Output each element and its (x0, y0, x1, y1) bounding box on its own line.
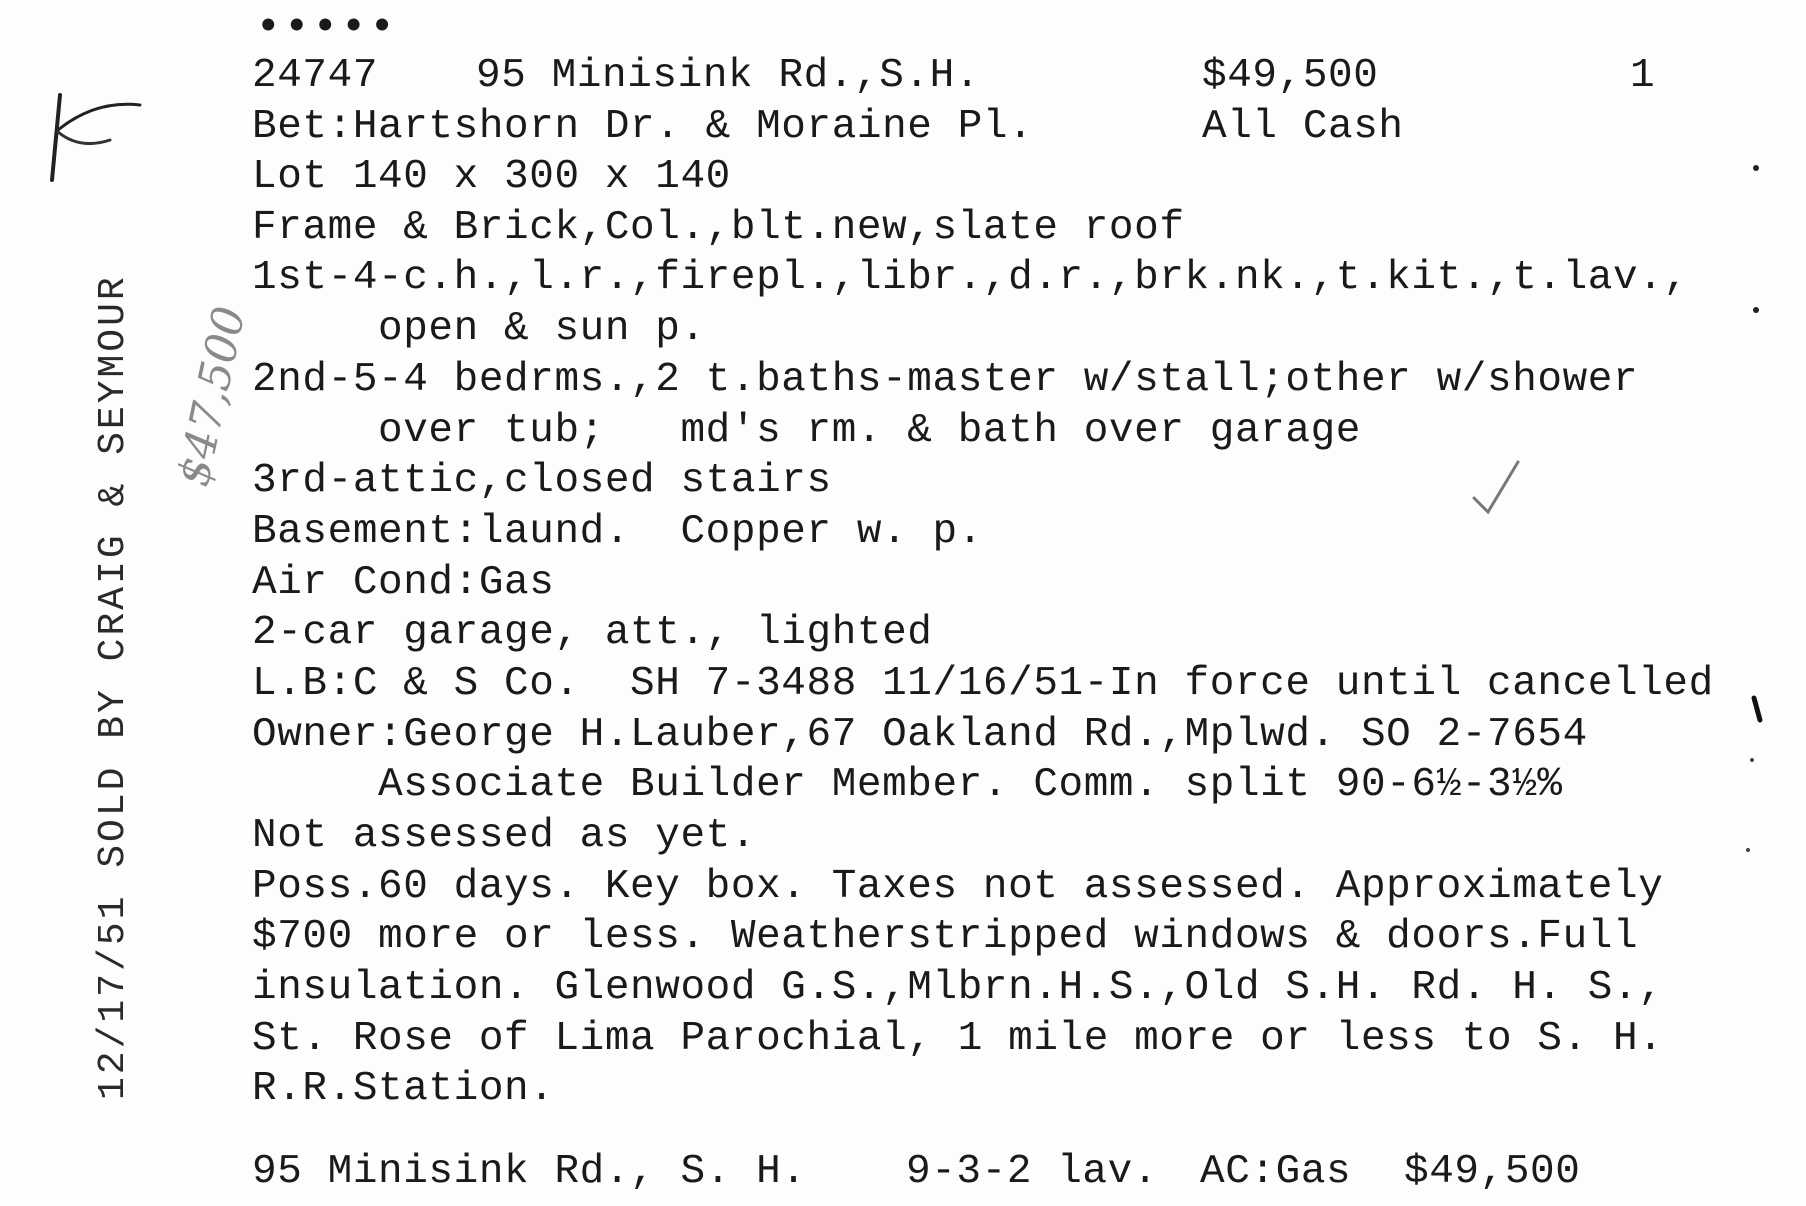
body-line: Owner:George H.Lauber,67 Oakland Rd.,Mplwd. SO 2-7654 (252, 712, 1588, 758)
margin-speck (1750, 758, 1754, 762)
check-mark-icon (1474, 462, 1518, 512)
body-line: 3rd-attic,closed stairs (252, 458, 832, 504)
margin-speck (1746, 848, 1750, 852)
listing-number: 24747 (252, 53, 379, 99)
handwritten-price: $47,500 (168, 302, 256, 491)
footer-address: 95 Minisink Rd., S. H. (252, 1149, 807, 1195)
cross-streets: Bet:Hartshorn Dr. & Moraine Pl. (252, 104, 1034, 150)
listing-price: $49,500 (1202, 53, 1379, 99)
footer-ac: AC:Gas (1200, 1149, 1352, 1195)
body-line: over tub; md's rm. & bath over garage (252, 408, 1361, 454)
body-line: R.R.Station. (252, 1066, 555, 1112)
body-line: Lot 140 x 300 x 140 (252, 154, 731, 200)
body-line: Poss.60 days. Key box. Taxes not assessed. Approximately (252, 864, 1664, 910)
footer-price: $49,500 (1404, 1149, 1581, 1195)
body-line: 1st-4-c.h.,l.r.,firepl.,libr.,d.r.,brk.nk.,t.kit.,t.lav., (252, 255, 1689, 301)
body-line: Frame & Brick,Col.,blt.new,slate roof (252, 205, 1185, 251)
body-line: Basement:laund. Copper w. p. (252, 509, 983, 555)
margin-speck (1754, 698, 1760, 720)
body-line: L.B:C & S Co. SH 7-3488 11/16/51-In force until cancelled (252, 661, 1714, 707)
body-line: 2-car garage, att., lighted (252, 610, 933, 656)
margin-speck (1753, 165, 1759, 171)
listing-address: 95 Minisink Rd.,S.H. (476, 53, 981, 99)
body-line: 2nd-5-4 bedrms.,2 t.baths-master w/stall;other w/shower (252, 357, 1639, 403)
body-line: insulation. Glenwood G.S.,Mlbrn.H.S.,Old S.H. Rd. H. S., (252, 965, 1664, 1011)
body-line: Associate Builder Member. Comm. split 90-6½-3½% (252, 762, 1563, 808)
body-line: Not assessed as yet. (252, 813, 757, 859)
body-line: $700 more or less. Weatherstripped windows & doors.Full (252, 914, 1639, 960)
handwritten-initial-icon (52, 95, 140, 180)
footer-rooms: 9-3-2 lav. (906, 1149, 1159, 1195)
body-line: Air Cond:Gas (252, 560, 555, 606)
body-line: open & sun p. (252, 306, 706, 352)
payment-terms: All Cash (1202, 104, 1404, 150)
dot-marks: ••••• (258, 6, 401, 46)
sold-stamp: 12/17/51 SOLD BY CRAIG & SEYMOUR (92, 274, 135, 1100)
margin-speck (1753, 307, 1759, 313)
body-line: St. Rose of Lima Parochial, 1 mile more or less to S. H. (252, 1016, 1664, 1062)
card-number: 1 (1630, 53, 1656, 99)
